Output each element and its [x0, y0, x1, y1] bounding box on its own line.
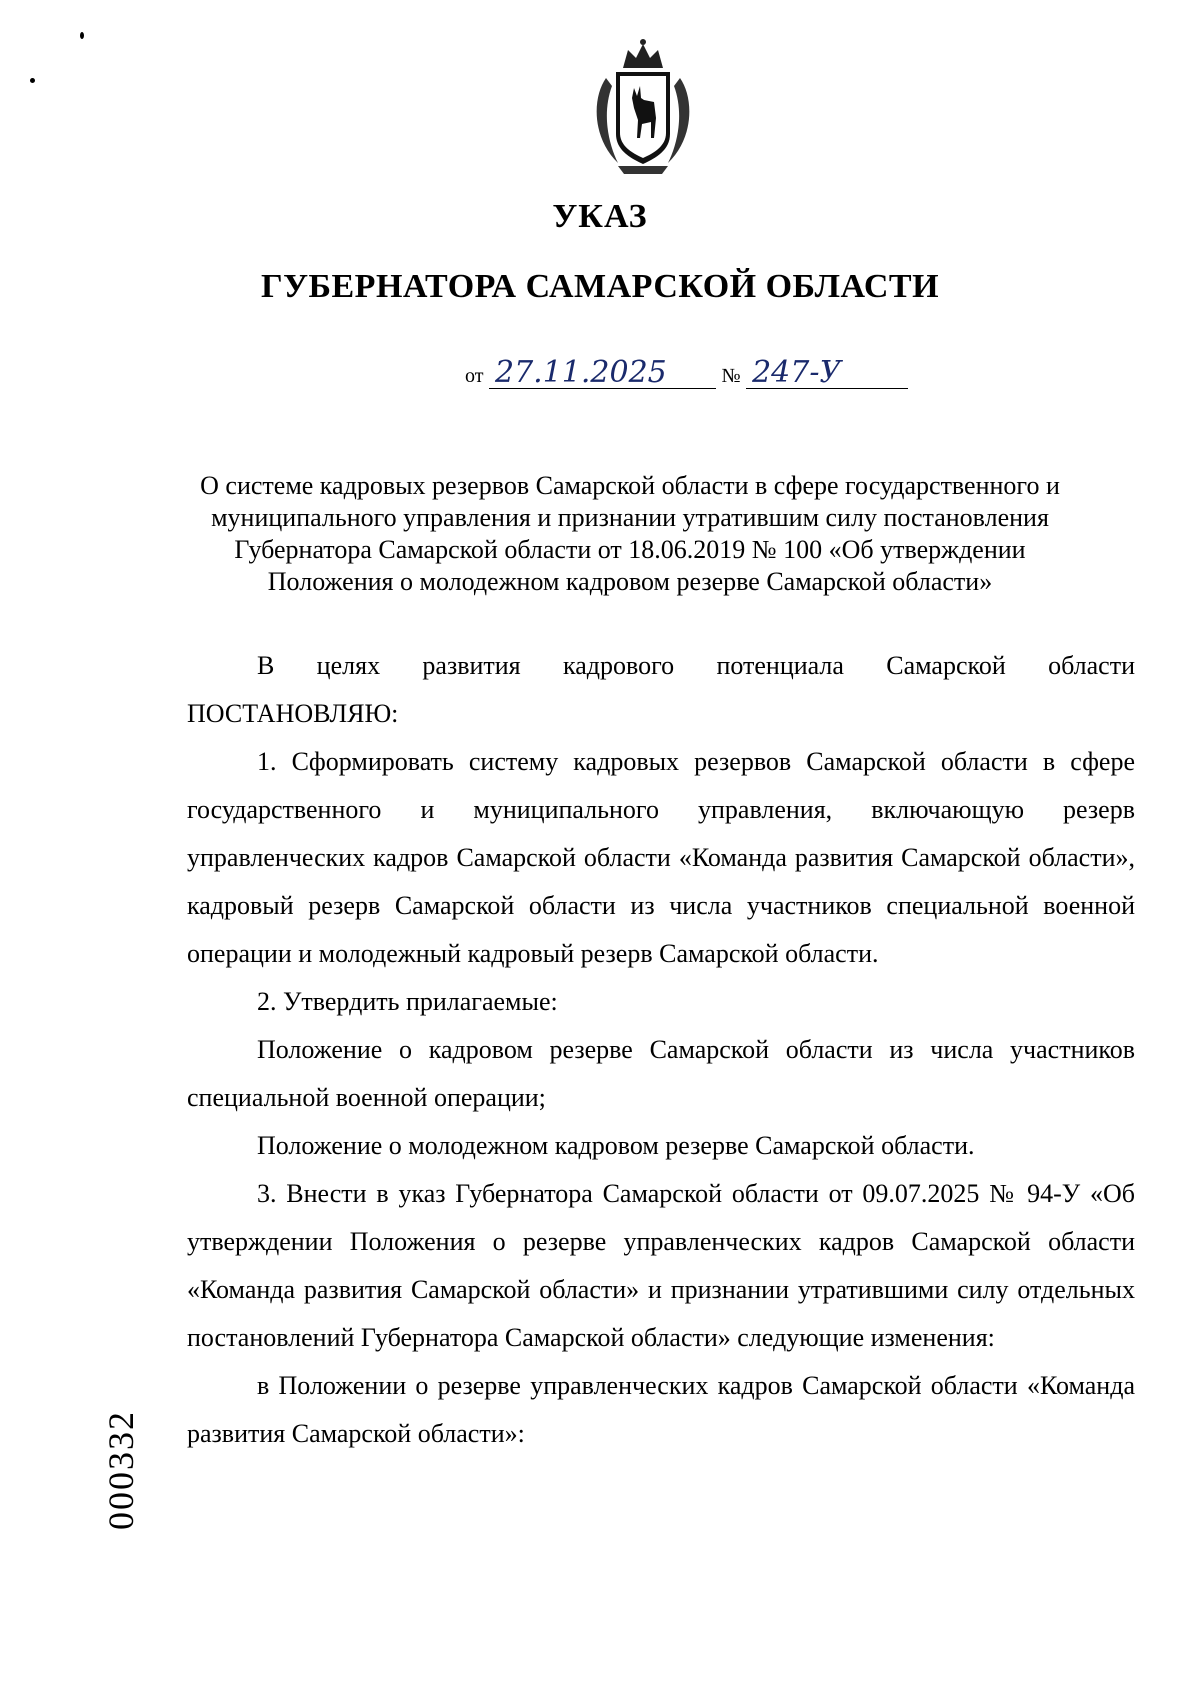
decree-body [187, 642, 1135, 1458]
serial-number-stamp: 000332 [101, 1410, 141, 1530]
clause-2-item-b: Положение о молодежном кадровом резерве Самарской области. [257, 1131, 975, 1160]
coat-of-arms-emblem [588, 38, 698, 178]
scan-speck [80, 32, 84, 39]
clause-3: 3. Внести в указ Губернатора Самарской области от 09.07.2025 № 94-У «Об утверждении Положения о резерве управленческих кадров Самарской области «Команда развития Самарской области» и признании утратившими силу отдельных постановлений Губернатора Самарской области» следующие изменения: [187, 1179, 1135, 1352]
decree-title: УКАЗ [552, 198, 648, 235]
clause-1: 1. Сформировать систему кадровых резервов Самарской области в сфере государственного и муниципального управления, включающую резерв управленческих кадров Самарской области «Команда развития Самарской области», кадровый резерв Самарской области из числа участников специальной военной операции и молодежный кадровый резерв Самарской области. [187, 747, 1135, 968]
preamble-decree: ПОСТАНОВЛЯЮ: [187, 699, 399, 728]
handwritten-number: 247-У [746, 358, 908, 389]
subject-line: О системе кадровых резервов Самарской области в сфере государственного и [200, 471, 1060, 500]
decree-issuer: ГУБЕРНАТОРА САМАРСКОЙ ОБЛАСТИ [260, 268, 940, 305]
decree-subject [160, 470, 1100, 598]
clause-3-item-a: в Положении о резерве управленческих кадров Самарской области «Команда развития Самарской области»: [187, 1371, 1135, 1448]
preamble-line: В целях развития кадрового потенциала Самарской области [257, 651, 1135, 680]
number-label: № [721, 365, 741, 387]
subject-line: Положения о молодежном кадровом резерве Самарской области» [267, 567, 993, 596]
date-label: от [465, 365, 484, 387]
subject-line: муниципального управления и признании утратившим силу постановления [211, 503, 1049, 532]
subject-line: Губернатора Самарской области от 18.06.2019 № 100 «Об утверждении [234, 535, 1026, 564]
clause-2: 2. Утвердить прилагаемые: [257, 987, 558, 1016]
handwritten-date: 27.11.2025 [489, 358, 716, 389]
date-number-line [465, 355, 908, 390]
scan-speck [30, 78, 35, 83]
clause-2-item-a: Положение о кадровом резерве Самарской области из числа участников специальной военной операции; [187, 1035, 1135, 1112]
